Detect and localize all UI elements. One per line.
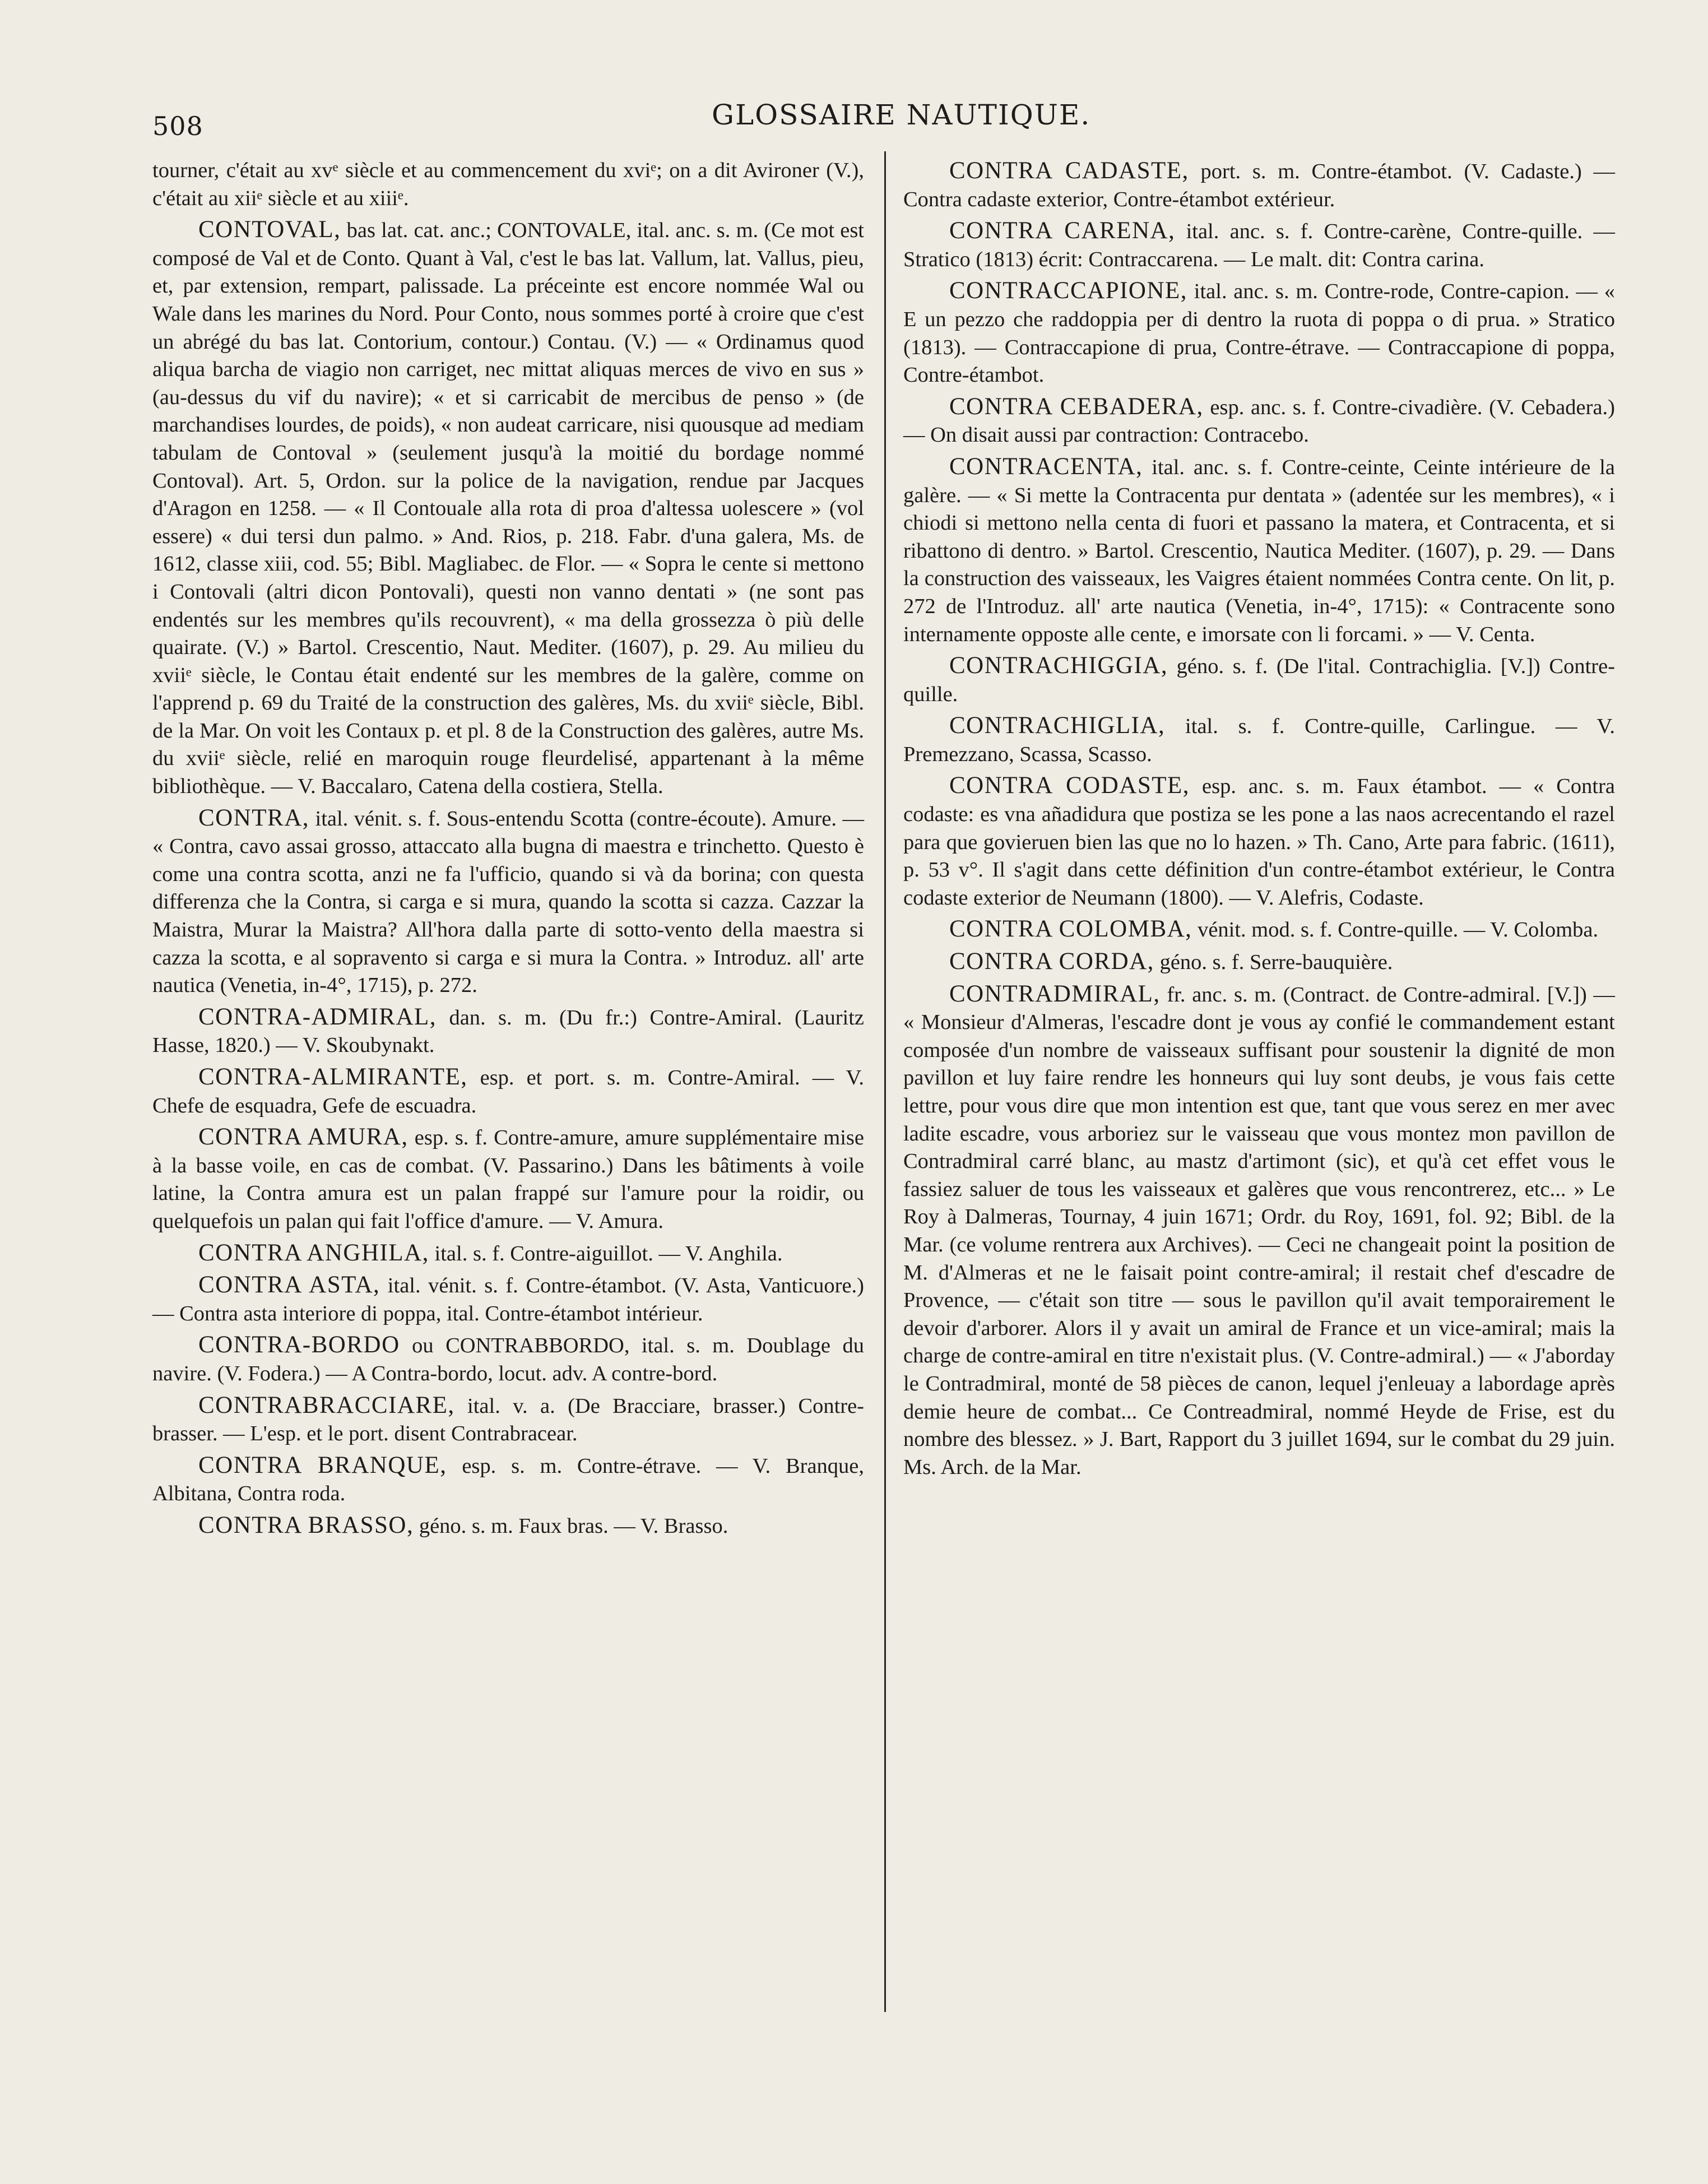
entry-headword: CONTRABRACCIARE,: [198, 1392, 455, 1418]
entry-text: tourner, c'était au xvᵉ siècle et au commencement du xviᵉ; on a dit Avironer (V.), c'était au xiiᵉ siècle et au xiiiᵉ.: [152, 159, 864, 210]
entry-headword: CONTRA ASTA,: [198, 1272, 380, 1299]
glossary-entry: [903, 652, 1615, 708]
glossary-entry: [903, 157, 1615, 214]
glossary-entry: [152, 804, 864, 1000]
entry-text: géno. s. m. Faux bras. — V. Brasso.: [419, 1514, 728, 1538]
glossary-entry: [152, 1123, 864, 1235]
entry-text: esp. s. f. Contre-amure, amure supplémentaire mise à la basse voile, en cas de combat. (V. Passarino.) Dans les bâtiments à voile latine, la Contra amura est un palan frappé sur l'amure pour la roidir, ou quelquefois un palan qui fait l'office d'amure. — V. Amura.: [152, 1126, 864, 1233]
glossary-entry: [152, 216, 864, 800]
glossary-entry: [152, 1452, 864, 1508]
entry-headword: CONTRA AMURA,: [198, 1124, 409, 1151]
entry-text: esp. et port. s. m. Contre-Amiral. — V. Chefe de esquadra, Gefe de escuadra.: [152, 1066, 865, 1117]
entry-text: esp. s. m. Contre-étrave. — V. Branque, Albitana, Contra roda.: [152, 1454, 865, 1506]
entry-text: bas lat. cat. anc.; CONTOVALE, ital. anc. s. m. (Ce mot est composé de Val et de Conto. Quant à Val, c'est le bas lat. Vallum, lat. Vallus, pieu, et, par extension, rempart, palissade. La préceinte est encore nommée Wal ou Wale dans les marines du Nord. Pour Conto, nous sommes porté à croire que c'est un abrégé du bas lat. Contorium, contour.) Contau. (V.) — « Ordinamus quod aliqua barcha de viagio non carriget, nec mittat aliquas merces de vivo en sus » (au-dessus du vif du navire); « et si carricabit de mercibus de penso » (de marchandises lourdes, de poids), « non audeat carricare, nisi quousque ad mediam tabulam de Contoval » (seulement jusqu'à la moitié du bordage nommé Contoval). Art. 5, Ordon. sur la police de la navigation, rendue par Jacques d'Aragon en 1258. — « Il Contouale alla rota di proa d'altessa uolescere » (vol essere) « dui tersi dun palmo. » And. Rios, p. 218. Fabr. d'una galera, Ms. de 1612, classe xiii, cod. 55; Bibl. Magliabec. de Flor. — « Sopra le cente si mettono i Contovali (altri dicon Pontovali), questi non vanno dentati » (ne sont pas endentés sur les membres qu'ils recouvrent), « ma della grossezza ò più delle quairate. (V.) » Bartol. Crescentio, Naut. Mediter. (1607), p. 29. Au milieu du xviiᵉ siècle, le Contau était endenté sur les membres de la galère, comme on l'apprend p. 69 du Traité de la construction des galères, Ms. du xviiᵉ siècle, Bibl. de la Mar. On voit les Contaux p. et pl. 8 de la Construction des galères, autre Ms. du xviiᵉ siècle, relié en maroquin rouge fleurdelisé, appartenant à la même bibliothèque. — V. Baccalaro, Catena della costiera, Stella.: [152, 219, 865, 799]
glossary-entry: [152, 1239, 864, 1268]
entry-headword: CONTRACHIGLIA,: [949, 712, 1166, 739]
glossary-entry: [152, 1003, 864, 1060]
entry-text: esp. anc. s. m. Faux étambot. — « Contra codaste: es vna añadidura que postiza se les pone a las naos acrecentando el razel para que govieruen bien las que no lo hazen. » Th. Cano, Arte para fabric. (1611), p. 53 v°. Il s'agit dans cette définition d'un contre-étambot extérieur, le Contra codaste exterior de Neumann (1800). — V. Alefris, Codaste.: [903, 775, 1616, 910]
entry-headword: CONTRA BRASSO,: [198, 1511, 414, 1538]
glossary-entry: [152, 1392, 864, 1448]
entry-text: ital. vénit. s. f. Sous-entendu Scotta (contre-écoute). Amure. — « Contra, cavo assai grosso, attaccato alla bugna di maestra e trinchetto. Questo è come una contra scotta, anzi ne fa l'ufficio, quando si và da borina; con questa differenza che la Contra, si carga e si mura, quando la scotta si cazza. Cazzar la Maistra, Murar la Maistra? All'hora dalla parte di sotto-vento della maestra si cazza la scotta, e al sopravento si carga e si mura la Contra. » Introduz. all' arte nautica (Venetia, in-4°, 1715), p. 272.: [152, 806, 865, 998]
entry-headword: CONTRA CODASTE,: [949, 772, 1190, 799]
entry-text: vénit. mod. s. f. Contre-quille. — V. Colomba.: [1198, 918, 1599, 942]
entry-text: fr. anc. s. m. (Contract. de Contre-admiral. [V.]) — « Monsieur d'Almeras, l'escadre dont je vous ay confié le commandement estant composée d'un nombre de vaisseaux suffisant pour soustenir la dignité de mon pavillon et luy faire rendre les honneurs qui luy sont deubs, je vous fais cette lettre, pour vous dire que mon intention est que, tant que vous serez en mer avec ladite escadre, vous arboriez sur le vaisseau que vous montez mon pavillon de Contradmiral carré blanc, au mastz d'artimont (sic), et qu'à cet effet vous le fassiez saluer de tous les vaisseaux et galères que vous rencontrerez, etc... » Le Roy à Dalmeras, Tournay, 4 juin 1671; Ordr. du Roy, 1691, fol. 92; Bibl. de la Mar. (ce volume rentrera aux Archives). — Ceci ne changeait point la position de M. d'Almeras et ne le faisait point contre-amiral; il restait chef d'escadre de Provence, — c'était son titre — sous le pavillon qu'il avait temporairement le devoir d'arborer. Alors il y avait un amiral de France et un vice-amiral; mais la charge de contre-amiral en titre n'existait plus. (V. Contre-admiral.) — « J'aborday le Contradmiral, monté de 58 pièces de canon, lequel j'enleuay a labordage après demie heure de combat... Ce Contreadmiral, nommé Heyde de Frise, est du nombre des blessez. » J. Bart, Rapport du 3 juillet 1694, sur le combat du 29 juin. Ms. Arch. de la Mar.: [903, 982, 1615, 1479]
entry-headword: CONTRACCAPIONE,: [949, 277, 1188, 304]
entry-text: ital. v. a. (De Bracciare, brasser.) Contre-brasser. — L'esp. et le port. disent Contrabracear.: [152, 1394, 864, 1446]
glossary-entry: [903, 772, 1615, 912]
glossary-entry: [152, 1331, 864, 1388]
entry-text: ital. anc. s. f. Contre-carène, Contre-quille. — Stratico (1813) écrit: Contraccarena. — Le malt. dit: Contra carina.: [903, 220, 1616, 271]
glossary-entry: [903, 712, 1615, 768]
entry-text: esp. anc. s. f. Contre-civadière. (V. Cebadera.) — On disait aussi par contraction: Contracebo.: [903, 395, 1616, 447]
entry-text: ital. s. f. Contre-quille, Carlingue. — V. Premezzano, Scassa, Scasso.: [903, 715, 1615, 766]
glossary-entry: [903, 453, 1615, 648]
entry-headword: CONTRA ANGHILA,: [198, 1239, 429, 1266]
entry-text: géno. s. f. (De l'ital. Contrachiglia. [V.]) Contre-quille.: [903, 655, 1616, 706]
glossary-entry: [903, 980, 1615, 1482]
entry-headword: CONTRA CEBADERA,: [949, 393, 1204, 420]
entry-text: ou CONTRABBORDO, ital. s. m. Doublage du navire. (V. Fodera.) — A Contra-bordo, locut. adv. A contre-bord.: [152, 1334, 864, 1385]
entry-headword: CONTOVAL,: [198, 216, 341, 243]
glossary-entry: [152, 157, 864, 212]
entry-text: géno. s. f. Serre-bauquière.: [1159, 950, 1393, 975]
glossary-entry: [903, 217, 1615, 273]
entry-headword: CONTRA CORDA,: [949, 948, 1154, 975]
glossary-entry: [903, 915, 1615, 944]
entry-headword: CONTRA CARENA,: [949, 217, 1176, 244]
entry-headword: CONTRADMIRAL,: [949, 980, 1161, 1007]
entry-headword: CONTRA-BORDO: [198, 1332, 400, 1358]
entry-headword: CONTRACENTA,: [949, 453, 1143, 480]
running-head: GLOSSAIRE NAUTIQUE.: [712, 99, 1091, 131]
entry-text: port. s. m. Contre-étambot. (V. Cadaste.) — Contra cadaste exterior, Contre-étambot extérieur.: [903, 160, 1615, 211]
entry-text: ital. s. f. Contre-aiguillot. — V. Anghila.: [434, 1241, 783, 1265]
entry-text: ital. anc. s. f. Contre-ceinte, Ceinte intérieure de la galère. — « Si mette la Contracenta pur dentata » (adentée sur les membres), « i chiodi si mettono nella centa di fuori et passano la matera, et Contracenta, et si ribattono di dentro. » Bartol. Crescentio, Nautica Mediter. (1607), p. 29. — Dans la construction des vaisseaux, les Vaigres étaient nommées Contra cente. On lit, p. 272 de l'Introduz. all' arte nautica (Venetia, in-4°, 1715): « Contracente sono internamente opposte alle cente, e imorsate con li forcami. » — V. Centa.: [903, 455, 1615, 646]
entry-headword: CONTRA-ADMIRAL,: [198, 1003, 437, 1030]
glossary-entry: [903, 277, 1615, 389]
page-number: 508: [152, 111, 203, 141]
glossary-entry: [903, 948, 1615, 977]
entry-text: ital. vénit. s. f. Contre-étambot. (V. Asta, Vanticuore.) — Contra asta interiore di poppa, ital. Contre-étambot intérieur.: [152, 1274, 864, 1325]
glossary-entry: [903, 393, 1615, 449]
entry-text: dan. s. m. (Du fr.:) Contre-Amiral. (Lauritz Hasse, 1820.) — V. Skoubynakt.: [152, 1005, 865, 1058]
glossary-entry: [152, 1511, 864, 1541]
column-divider: [884, 151, 886, 2012]
entry-headword: CONTRACHIGGIA,: [949, 652, 1168, 679]
glossary-entry: [152, 1271, 864, 1328]
entry-headword: CONTRA CADASTE,: [949, 157, 1189, 184]
entry-headword: CONTRA BRANQUE,: [198, 1452, 447, 1478]
entry-text: ital. anc. s. m. Contre-rode, Contre-capion. — « E un pezzo che raddoppia per di dentro la ruota di poppa o di prua. » Stratico (1813). — Contraccapione di prua, Contre-étrave. — Contraccapione di poppa, Contre-étambot.: [903, 280, 1616, 387]
entry-headword: CONTRA,: [198, 804, 310, 831]
right-column: [903, 157, 1615, 1485]
entry-headword: CONTRA-ALMIRANTE,: [198, 1064, 468, 1090]
glossary-entry: [152, 1063, 864, 1120]
entry-headword: CONTRA COLOMBA,: [949, 916, 1192, 943]
left-column: [152, 157, 864, 1544]
